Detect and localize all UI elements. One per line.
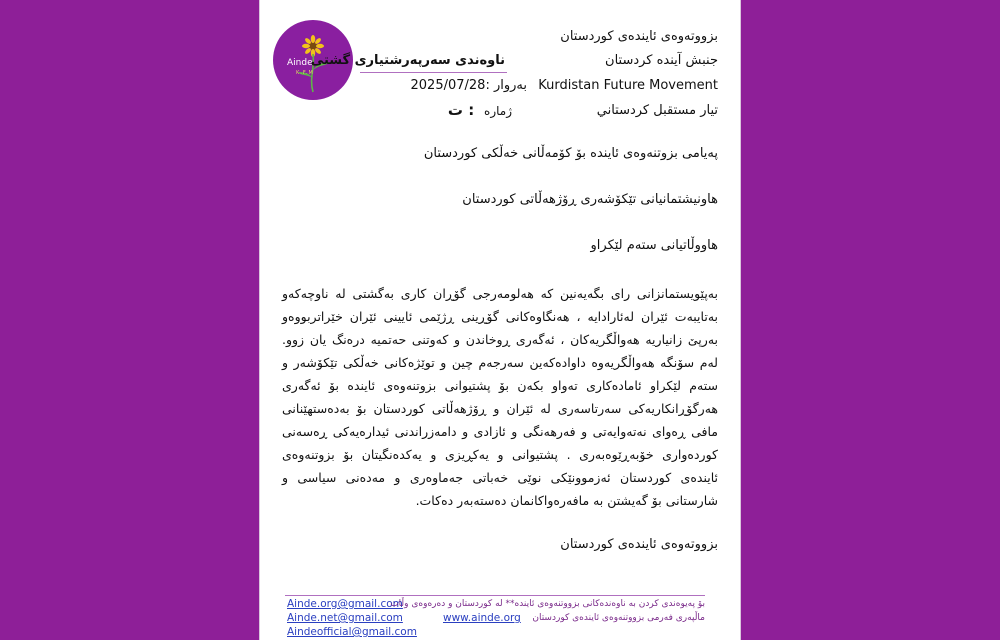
- email-link-official[interactable]: Aindeofficial@gmail.com: [287, 626, 417, 638]
- title-underline: [360, 72, 507, 73]
- number-value: : ت: [447, 101, 475, 119]
- letter-line-1: پەیامی بزوتنەوەی ئایندە بۆ کۆمەڵانی خەڵکی کوردستان: [423, 146, 718, 161]
- org-name-english: Kurdistan Future Movement: [538, 78, 718, 93]
- org-name-persian: جنبش آینده کردستان: [605, 53, 718, 68]
- website-link[interactable]: www.ainde.org: [443, 612, 521, 624]
- org-name-arabic: تيار مستقبل كردستاني: [596, 103, 718, 118]
- letter-body: بەپێویستمانزانی رای بگەیەنین کە هەلومەرجی گۆڕان کاری بەگشتی لە ناوچەکەو بەتایبەت ئێران لەئارادایە ، هەنگاوەکانی گۆڕینی ڕژێمی ئایینی ئێران خێراتربووەو بەرپێ زانیاریە هەواڵگریەکان ، ئەگەری ڕوخاندن و کەوتنی حەتمیە درەنگ یان زوو. لەم سۆنگە هەواڵگریەوە داوادەکەین سەرجەم چین و توێژەکانی خەڵکی تێکۆشەر و ستەم لێکراو ئامادەکاری تەواو بکەن بۆ پشتیوانی بزوتنەوەی ئایندە بۆ ئەگەری هەرگۆڕانکاریەکی سەرتاسەری لە ئێران و ڕۆژهەڵاتی کوردستان بۆ بەدەستهێنانی مافی ڕەوای نەتەوایەتی و فەرهەنگی و ئازادی و دامەزراندنی ئیدارەیەکی ڕەسەنی کوردەواری خۆبەڕێوەبەری . پشتیوانی و یەکڕیزی و یەکدەنگیتان بۆ بزوتنەوەی ئایندەی کوردستان ئەزموونێکی نوێی خەباتی جەماوەری و مەدەنی سیاسی و شارستانی بۆ گەیشتن بە مافەرەواکانمان دەستەبەر دەکات.: [282, 286, 718, 508]
- email-link-net[interactable]: Ainde.net@gmail.com: [287, 612, 403, 624]
- footer-note-contact: بۆ پەیوەندی کردن بە ناوەندەکانی بزووتنەوەی ئایندە** لە کوردستان و دەرەوەی وڵات: [390, 599, 705, 609]
- org-name-kurdish: بزووتەوەی ئایندەی کوردستان: [560, 29, 718, 44]
- letter-line-3: هاووڵاتیانی ستەم لێکراو: [590, 238, 718, 253]
- office-title: ناوەندی سەرپەرشتیاری گشتی: [310, 53, 505, 68]
- letter-date: بەروار :2025/07/28: [410, 78, 527, 93]
- footer-divider: [285, 595, 705, 596]
- letter-signature: بزووتەوەی ئایندەی کوردستان: [560, 537, 718, 552]
- logo-subtext: K.F.M: [296, 70, 314, 76]
- logo-text: Ainde: [287, 58, 313, 68]
- number-label: ژمارە: [484, 104, 512, 118]
- email-link-org[interactable]: Ainde.org@gmail.com: [287, 598, 403, 610]
- letter-number: [448, 101, 512, 119]
- letter-line-2: هاونیشتمانیانی تێکۆشەری ڕۆژهەڵاتی کوردستان: [462, 192, 718, 207]
- footer-note-website: ماڵپەری فەرمی بزووتنەوەی ئایندەی کوردستان: [532, 613, 705, 623]
- letter-page: [260, 0, 740, 640]
